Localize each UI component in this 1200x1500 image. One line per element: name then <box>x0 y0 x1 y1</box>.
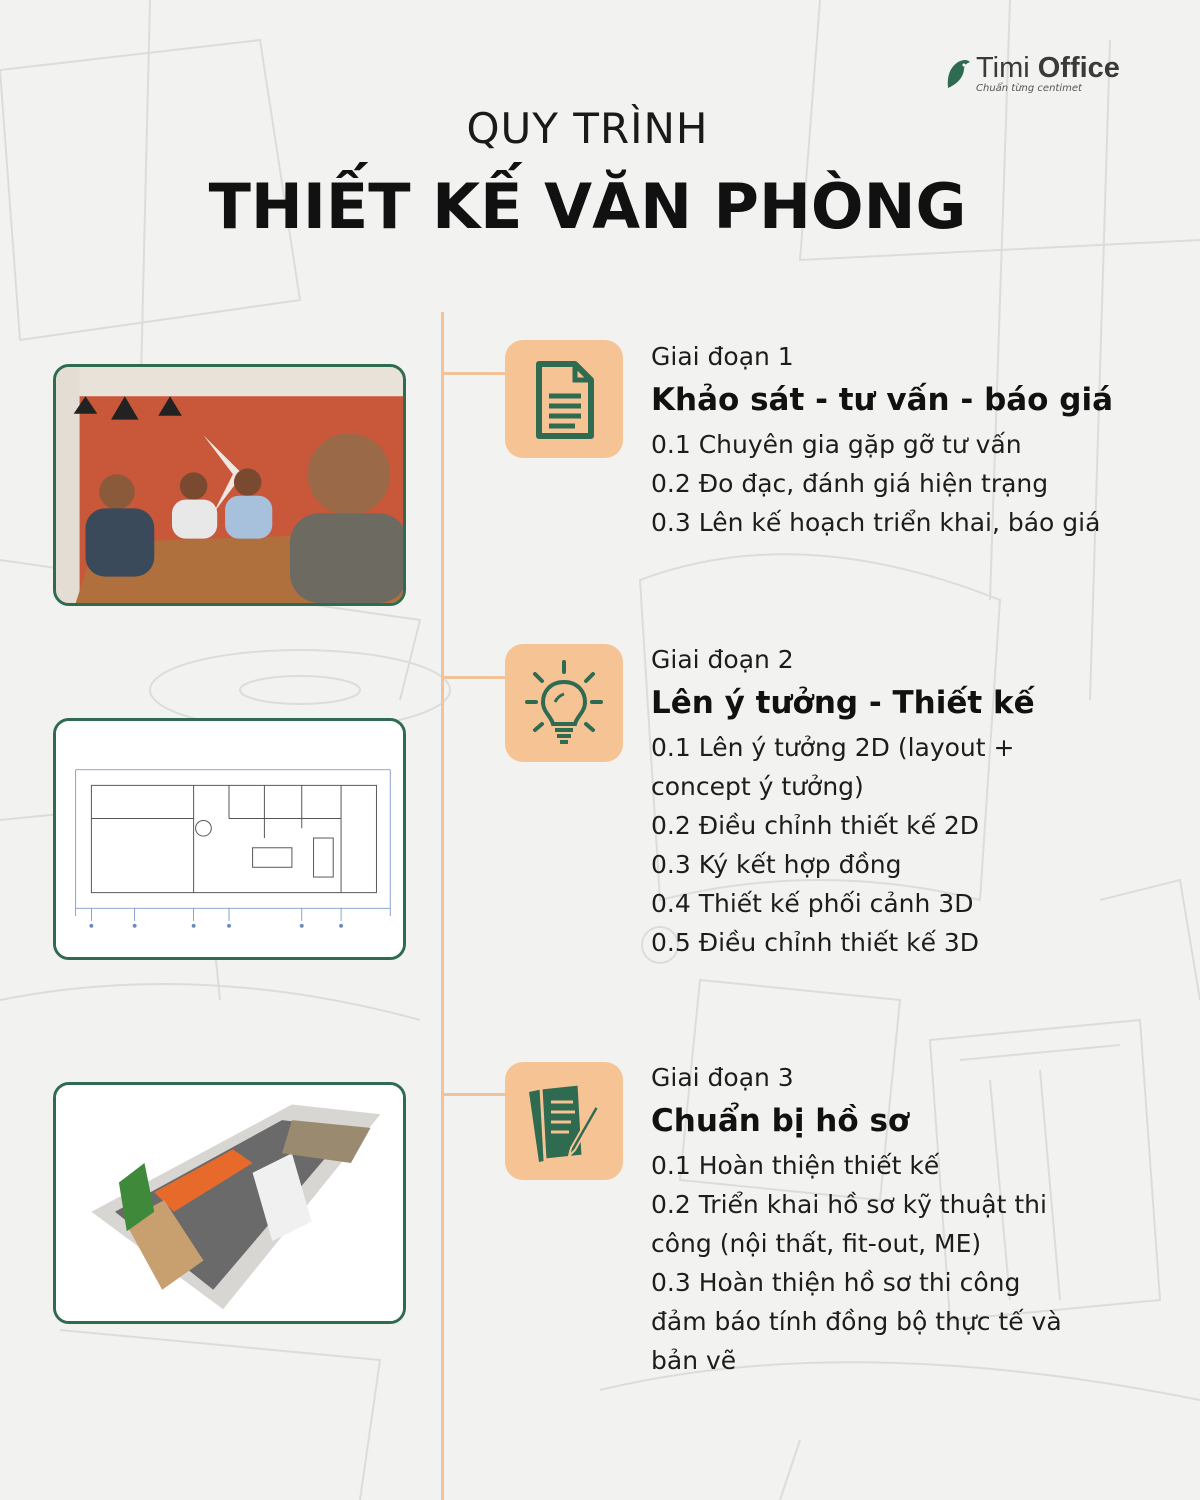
list-item: 0.1 Hoàn thiện thiết kế <box>651 1151 940 1180</box>
stage-2 <box>651 644 1171 962</box>
stage-1 <box>651 341 1171 542</box>
stage-label: Giai đoạn 2 <box>651 645 794 674</box>
page-subtitle: QUY TRÌNH <box>466 104 709 153</box>
stage-item-list <box>651 1146 1171 1380</box>
document-pen-icon <box>505 1062 623 1180</box>
list-item: 0.2 Triển khai hồ sơ kỹ thuật thi <box>651 1190 1047 1219</box>
list-item: 0.4 Thiết kế phối cảnh 3D <box>651 889 974 918</box>
stage-item-list <box>651 728 1171 962</box>
list-item: 0.3 Lên kế hoạch triển khai, báo giá <box>651 508 1101 537</box>
timeline-connector <box>443 372 505 375</box>
bird-logo-icon <box>942 56 972 90</box>
stage-3 <box>651 1062 1171 1380</box>
list-item: 0.2 Điều chỉnh thiết kế 2D <box>651 811 980 840</box>
list-item: 0.1 Chuyên gia gặp gỡ tư vấn <box>651 430 1022 459</box>
list-item: 0.3 Ký kết hợp đồng <box>651 850 902 879</box>
timeline-connector <box>443 676 505 679</box>
brand-name: Timi Office <box>976 52 1120 84</box>
list-item: 0.3 Hoàn thiện hồ sơ thi công <box>651 1268 1021 1297</box>
list-item: 0.5 Điều chỉnh thiết kế 3D <box>651 928 980 957</box>
stage-item-list <box>651 425 1171 542</box>
timeline-line <box>441 312 444 1500</box>
list-item: 0.1 Lên ý tưởng 2D (layout + <box>651 733 1015 762</box>
stage-title: Chuẩn bị hồ sơ <box>651 1103 910 1139</box>
stage-label: Giai đoạn 1 <box>651 342 794 371</box>
stage-2-icon-box <box>505 644 623 762</box>
stage-1-icon-box <box>505 340 623 458</box>
list-item: công (nội thất, fit-out, ME) <box>651 1229 982 1258</box>
lightbulb-icon <box>505 644 623 762</box>
stage-label: Giai đoạn 3 <box>651 1063 794 1092</box>
3d-office-render <box>53 1082 406 1324</box>
stage-3-icon-box <box>505 1062 623 1180</box>
floor-plan-drawing <box>53 718 406 960</box>
document-icon <box>505 340 623 458</box>
list-item: đảm báo tính đồng bộ thực tế và <box>651 1307 1062 1336</box>
brand-tagline: Chuẩn từng centimet <box>976 83 1082 94</box>
list-item: concept ý tưởng) <box>651 772 864 801</box>
timeline-connector <box>443 1093 505 1096</box>
stage-title: Khảo sát - tư vấn - báo giá <box>651 382 1114 418</box>
list-item: 0.2 Đo đạc, đánh giá hiện trạng <box>651 469 1049 498</box>
brand-logo <box>942 52 1152 98</box>
list-item: bản vẽ <box>651 1346 737 1375</box>
stage-title: Lên ý tưởng - Thiết kế <box>651 685 1035 721</box>
office-meeting-photo <box>53 364 406 606</box>
page-title: THIẾT KẾ VĂN PHÒNG <box>208 170 967 243</box>
